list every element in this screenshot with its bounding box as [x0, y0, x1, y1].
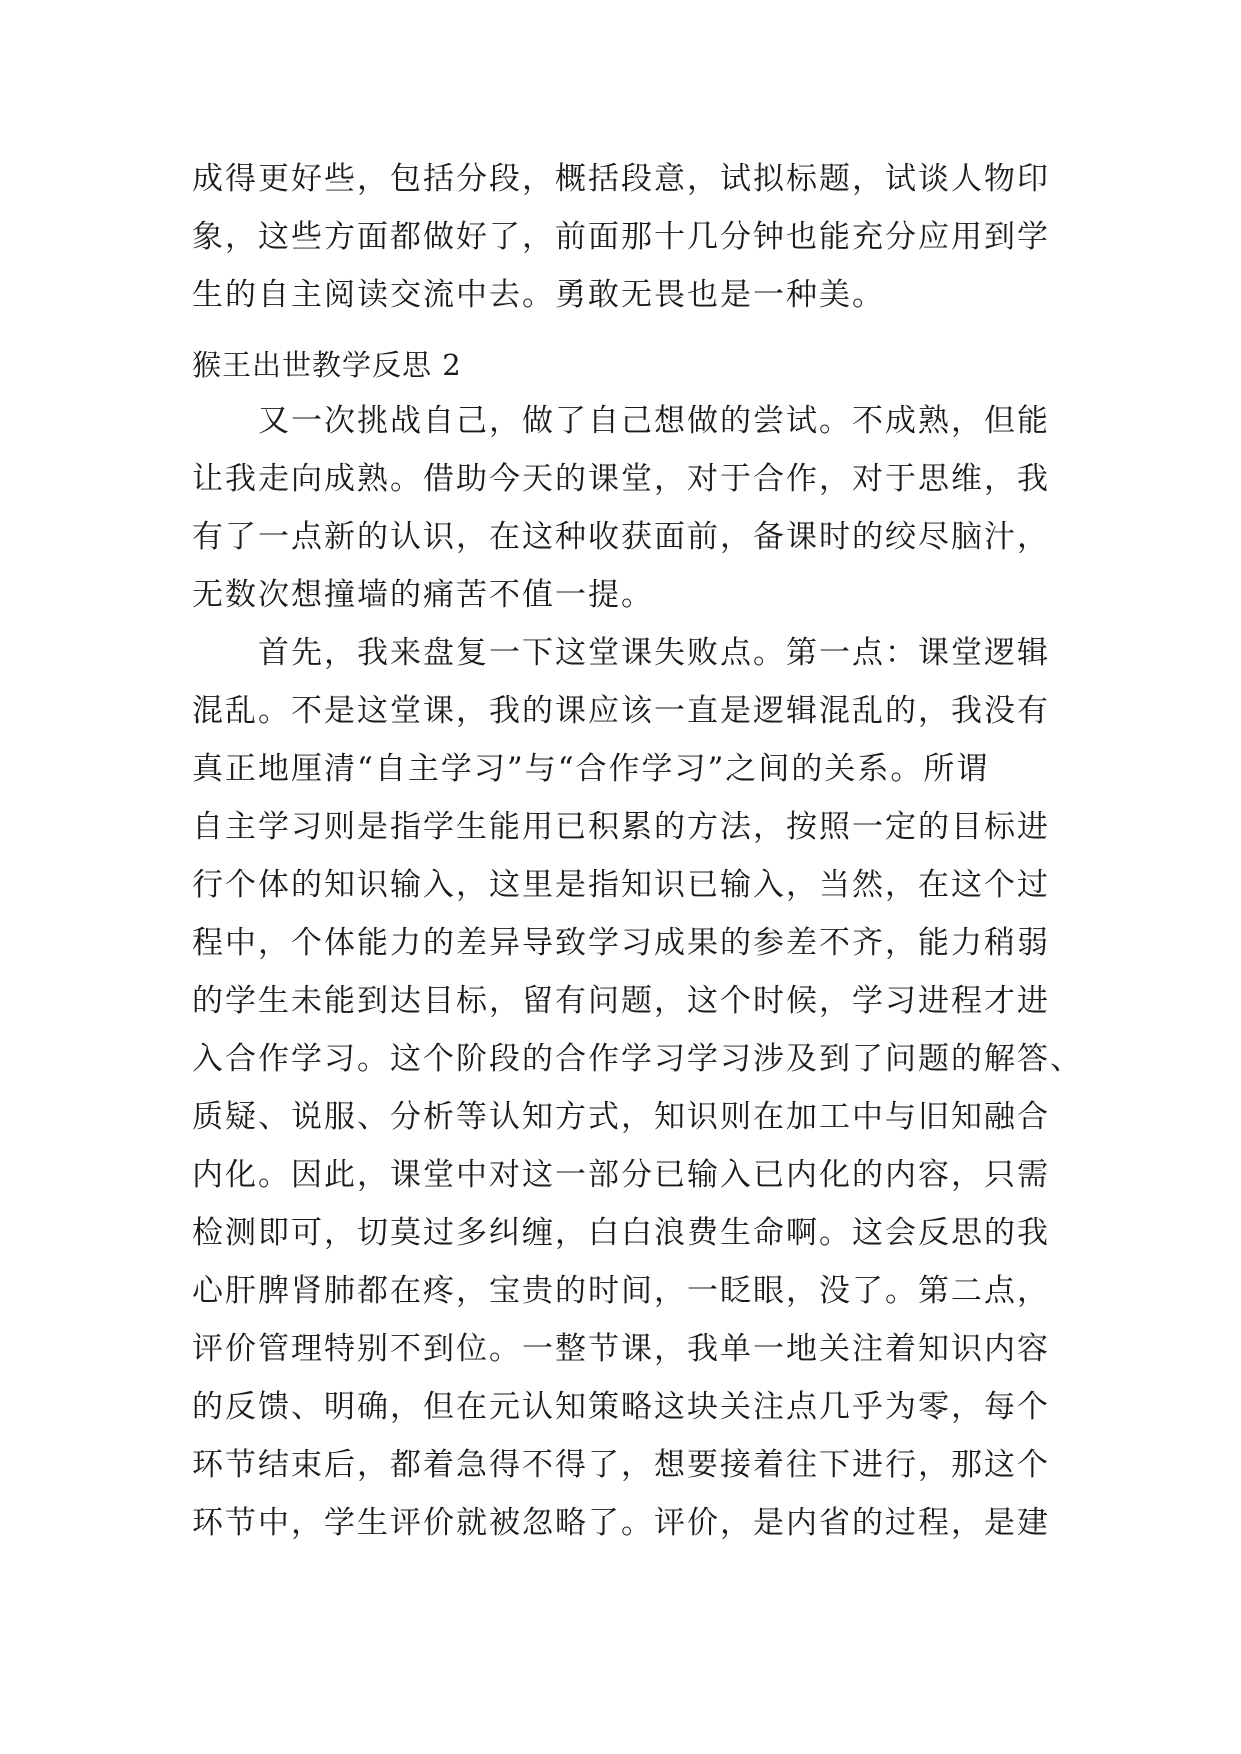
text-line: 真正地厘清“自主学习”与“合作学习”之间的关系。所谓	[192, 751, 990, 787]
text-line: 有了一点新的认识，在这种收获面前，备课时的绞尽脑汁，	[192, 519, 1050, 555]
text-line: 首先，我来盘复一下这堂课失败点。第一点：课堂逻辑	[192, 635, 1050, 671]
text-line: 心肝脾肾肺都在疼，宝贵的时间，一眨眼，没了。第二点，	[192, 1273, 1050, 1309]
text-line: 的反馈、明确，但在元认知策略这块关注点几乎为零，每个	[192, 1389, 1050, 1425]
section-heading: 猴王出世教学反思 2	[192, 348, 462, 382]
paragraph-1	[192, 392, 1054, 624]
text-line: 内化。因此，课堂中对这一部分已输入已内化的内容，只需	[192, 1157, 1050, 1193]
paragraph-2	[192, 624, 1083, 1552]
text-line: 自主学习则是指学生能用已积累的方法，按照一定的目标进	[192, 809, 1050, 845]
text-line: 生的自主阅读交流中去。勇敢无畏也是一种美。	[192, 277, 885, 313]
text-line: 无数次想撞墙的痛苦不值一提。	[192, 577, 654, 613]
text-line: 让我走向成熟。借助今天的课堂，对于合作，对于思维，我	[192, 461, 1050, 497]
text-line: 入合作学习。这个阶段的合作学习学习涉及到了问题的解答、	[192, 1041, 1083, 1077]
intro-paragraph	[192, 150, 1054, 324]
text-line: 程中，个体能力的差异导致学习成果的参差不齐，能力稍弱	[192, 925, 1050, 961]
text-line: 成得更好些，包括分段，概括段意，试拟标题，试谈人物印	[192, 161, 1050, 197]
text-line: 检测即可，切莫过多纠缠，白白浪费生命啊。这会反思的我	[192, 1215, 1050, 1251]
text-line: 的学生未能到达目标，留有问题，这个时候，学习进程才进	[192, 983, 1050, 1019]
text-line: 混乱。不是这堂课，我的课应该一直是逻辑混乱的，我没有	[192, 693, 1050, 729]
text-line: 行个体的知识输入，这里是指知识已输入，当然，在这个过	[192, 867, 1050, 903]
text-line: 又一次挑战自己，做了自己想做的尝试。不成熟，但能	[192, 403, 1050, 439]
text-line: 质疑、说服、分析等认知方式，知识则在加工中与旧知融合	[192, 1099, 1050, 1135]
text-line: 象，这些方面都做好了，前面那十几分钟也能充分应用到学	[192, 219, 1050, 255]
text-line: 评价管理特别不到位。一整节课，我单一地关注着知识内容	[192, 1331, 1050, 1367]
text-line: 环节中，学生评价就被忽略了。评价，是内省的过程，是建	[192, 1505, 1050, 1541]
text-line: 环节结束后，都着急得不得了，想要接着往下进行，那这个	[192, 1447, 1050, 1483]
